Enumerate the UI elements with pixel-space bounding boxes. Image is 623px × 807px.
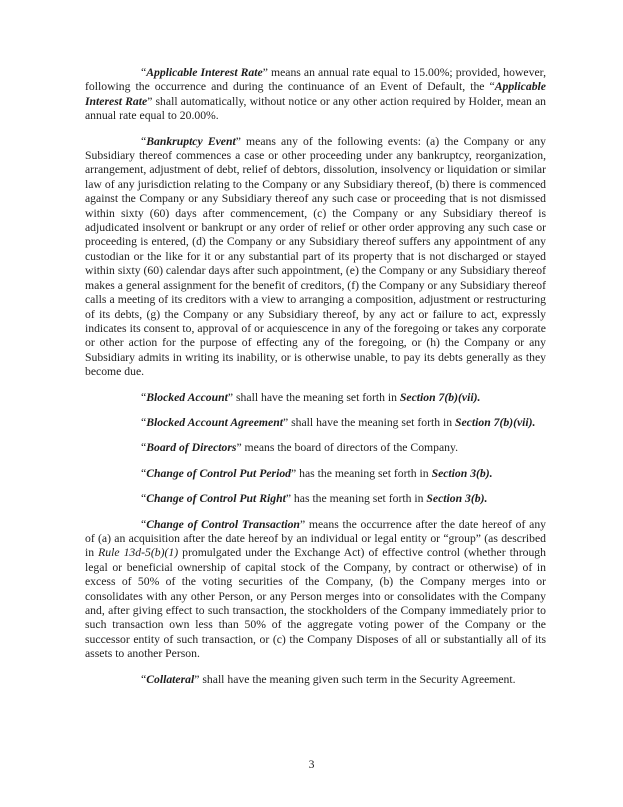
defined-term-run: Applicable Interest Rate	[85, 80, 546, 108]
text-run: ” shall have the meaning set forth in	[227, 390, 400, 404]
defined-term-run: Applicable Interest Rate	[146, 66, 263, 79]
defined-term-run: Blocked Account Agreement	[146, 415, 283, 429]
text-run: “	[141, 517, 147, 531]
defined-term-run: Bankruptcy Event	[146, 134, 236, 148]
text-run: “	[141, 134, 147, 148]
text-run: ” shall have the meaning given such term in the Security Agreement.	[194, 672, 516, 686]
text-run: promulgated under the Exchange Act) of effective control (whether through legal or beneficial ownership of capital stock of the Company, by contract or otherwise) of in excess of 50% of the voting securities of the Company, (b) the Company merges into or consolidates with any other Person, or any Person merges into or consolidates with the Company and, after giving effect to such transaction, the stockholders of the Company immediately prior to such transaction own less than 50% of the aggregate voting power of the Company or the successor entity of such transaction, or (c) the Company Disposes of all or substantially all of its assets to another Person.	[85, 546, 546, 661]
paragraph-collateral	[85, 673, 546, 687]
text-run: ” has the meaning set forth in	[291, 466, 432, 480]
paragraph-change-of-control-transaction	[85, 518, 546, 662]
text-run: ” shall automatically, without notice or any other action required by Holder, mean an annual rate equal to 20.00%.	[85, 94, 546, 123]
text-run: ” means the board of directors of the Company.	[236, 441, 459, 455]
paragraph-bankruptcy-event	[85, 135, 546, 380]
text-run: “	[141, 441, 147, 455]
defined-term-run: Blocked Account	[146, 390, 228, 404]
text-run: “	[141, 390, 147, 404]
text-run: ” means an annual rate equal to 15.00%; provided, however, following the occurrence and during the continuance of an Event of Default, the “	[85, 66, 546, 94]
text-run: “	[141, 492, 147, 506]
defined-term-run: Section 7(b)(vii).	[399, 390, 481, 404]
paragraph-board-of-directors	[85, 441, 546, 455]
defined-term-run: Change of Control Transaction	[146, 517, 300, 531]
defined-term-run: Rule 13d-5(b)(1)	[98, 546, 179, 560]
defined-term-run: Change of Control Put Period	[146, 466, 292, 480]
text-run: “	[141, 672, 147, 686]
page-number: 3	[308, 758, 315, 771]
text-run: “	[141, 415, 147, 429]
paragraph-change-of-control-put-period	[85, 467, 546, 481]
defined-term-run: Section 3(b).	[426, 492, 488, 506]
text-run: ” has the meaning set forth in	[285, 492, 427, 506]
text-run: “	[141, 66, 147, 79]
defined-term-run: Section 3(b).	[431, 466, 493, 480]
paragraph-applicable-interest-rate	[85, 66, 546, 124]
paragraph-blocked-account	[85, 391, 546, 405]
text-run: ” means any of the following events: (a) the Company or any Subsidiary thereof commences a case or other proceeding under any bankruptcy, reorganization, arrangement, adjustment of debt, relief of debtors, dissolution, insolvency or liquidation or similar law of any jurisdiction relating to the Company or any Subsidiary thereof, (b) there is commenced against the Company or any Subsidiary thereof any such case or proceeding that is not dismissed within sixty (60) days after commencement, (c) the Company or any Subsidiary thereof is adjudicated insolvent or bankrupt or any order of relief or other order approving any such case or proceeding is entered, (d) the Company or any Subsidiary thereof suffers any appointment of any custodian or the like for it or any substantial part of its property that is not discharged or stayed within sixty (60) calendar days after such appointment, (e) the Company or any Subsidiary thereof makes a general assignment for the benefit of creditors, (f) the Company or any Subsidiary thereof calls a meeting of its creditors with a view to arranging a composition, adjustment or restructuring of its debts, (g) the Company or any Subsidiary thereof, by any act or failure to act, expressly indicates its consent to, approval of or acquiescence in any of the foregoing or takes any corporate or other action for the purpose of effecting any of the foregoing, or (h) the Company or any Subsidiary admits in writing its inability, or is otherwise unable, to pay its debts generally as they become due.	[85, 134, 546, 379]
defined-term-run: Change of Control Put Right	[146, 492, 286, 506]
paragraph-change-of-control-put-right	[85, 492, 546, 506]
text-run: ” means the occurrence after the date hereof of any of (a) an acquisition after the date hereof by an individual or legal entity or “group” (as described in	[85, 517, 547, 560]
document-body	[85, 66, 546, 698]
defined-term-run: Board of Directors	[146, 441, 237, 455]
text-run: ” shall have the meaning set forth in	[282, 415, 455, 429]
text-run: “	[141, 466, 147, 480]
paragraph-blocked-account-agreement	[85, 416, 546, 430]
defined-term-run: Collateral	[146, 672, 195, 686]
defined-term-run: Section 7(b)(vii).	[454, 415, 536, 429]
